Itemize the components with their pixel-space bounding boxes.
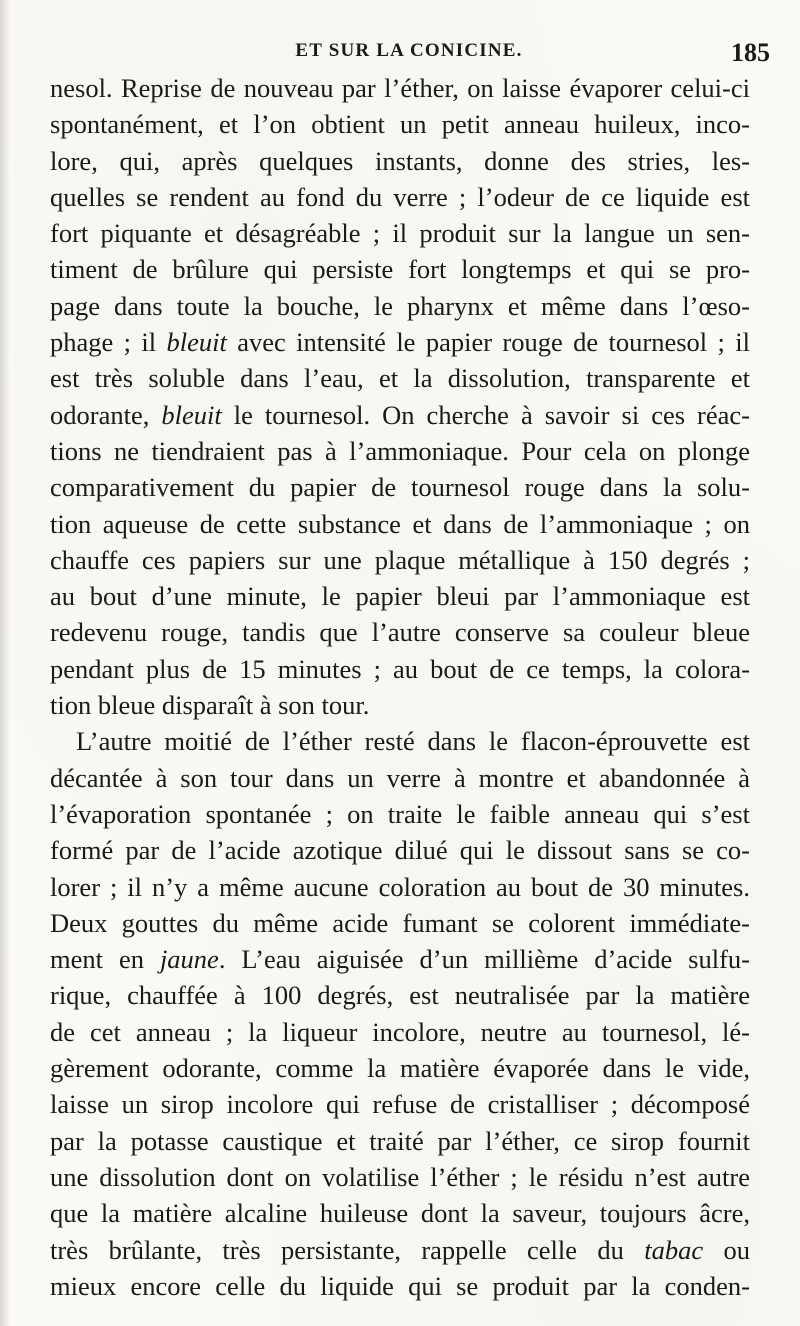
text-line: page dans toute la bouche, le pharynx et même dans l’œso-	[50, 290, 750, 321]
text-line: par la potasse caustique et traité par l’éther, ce sirop fournit	[50, 1125, 750, 1156]
page-header	[48, 38, 770, 74]
text-line: comparativement du papier de tournesol rouge dans la solu-	[50, 472, 750, 503]
text-line: mieux encore celle du liquide qui se produit par la conden-	[50, 1270, 750, 1301]
text-line: laisse un sirop incolore qui refuse de cristalliser ; décomposé	[50, 1089, 750, 1120]
text-line: ment en jaune. L’eau aiguisée d’un millième d’acide sulfu-	[50, 944, 750, 975]
text-line: est très soluble dans l’eau, et la dissolution, transparente et	[50, 363, 750, 394]
text-line: tions ne tiendraient pas à l’ammoniaque. Pour cela on plonge	[50, 435, 750, 466]
text-line-paragraph-start: L’autre moitié de l’éther resté dans le flacon-éprouvette est	[76, 726, 750, 757]
text-line: une dissolution dont on volatilise l’éther ; le résidu n’est autre	[50, 1161, 750, 1192]
page-edge-shadow	[0, 0, 10, 1326]
text-line: rique, chauffée à 100 degrés, est neutralisée par la matière	[50, 980, 750, 1011]
text-line: redevenu rouge, tandis que l’autre conserve sa couleur bleue	[50, 617, 750, 648]
text-line: tion bleue disparaît à son tour.	[50, 690, 370, 721]
body-text	[50, 70, 750, 1304]
text-line: au bout d’une minute, le papier bleui par l’ammoniaque est	[50, 581, 750, 612]
text-line: formé par de l’acide azotique dilué qui le dissout sans se co-	[50, 835, 750, 866]
text-line: fort piquante et désagréable ; il produit sur la langue un sen-	[50, 218, 750, 249]
text-line: lorer ; il n’y a même aucune coloration au bout de 30 minutes.	[50, 871, 750, 902]
text-line: Deux gouttes du même acide fumant se colorent immédiate-	[50, 907, 750, 938]
text-line: quelles se rendent au fond du verre ; l’odeur de ce liquide est	[50, 181, 750, 212]
text-line: chauffe ces papiers sur une plaque métallique à 150 degrés ;	[50, 544, 750, 575]
text-line: de cet anneau ; la liqueur incolore, neutre au tournesol, lé-	[50, 1016, 750, 1047]
text-line: nesol. Reprise de nouveau par l’éther, on laisse évaporer celui-ci	[50, 73, 750, 103]
text-line: timent de brûlure qui persiste fort longtemps et qui se pro-	[50, 254, 750, 285]
text-line: très brûlante, très persistante, rappelle celle du tabac ou	[50, 1234, 750, 1265]
text-line: tion aqueuse de cette substance et dans de l’ammoniaque ; on	[50, 508, 750, 539]
text-line: phage ; il bleuit avec intensité le papier rouge de tournesol ; il	[50, 327, 750, 358]
text-line: pendant plus de 15 minutes ; au bout de ce temps, la colora-	[50, 653, 750, 684]
text-line: lore, qui, après quelques instants, donne des stries, les-	[50, 145, 750, 176]
text-line: décantée à son tour dans un verre à montre et abandonnée à	[50, 762, 750, 793]
page-number: 185	[731, 38, 770, 67]
text-line: gèrement odorante, comme la matière évaporée dans le vide,	[50, 1053, 750, 1084]
text-line: odorante, bleuit le tournesol. On cherche à savoir si ces réac-	[50, 399, 750, 430]
text-line: que la matière alcaline huileuse dont la saveur, toujours âcre,	[50, 1198, 750, 1229]
running-title: ET SUR LA CONICINE.	[295, 40, 523, 61]
text-line: l’évaporation spontanée ; on traite le faible anneau qui s’est	[50, 798, 750, 829]
text-line: spontanément, et l’on obtient un petit anneau huileux, inco-	[50, 109, 750, 140]
